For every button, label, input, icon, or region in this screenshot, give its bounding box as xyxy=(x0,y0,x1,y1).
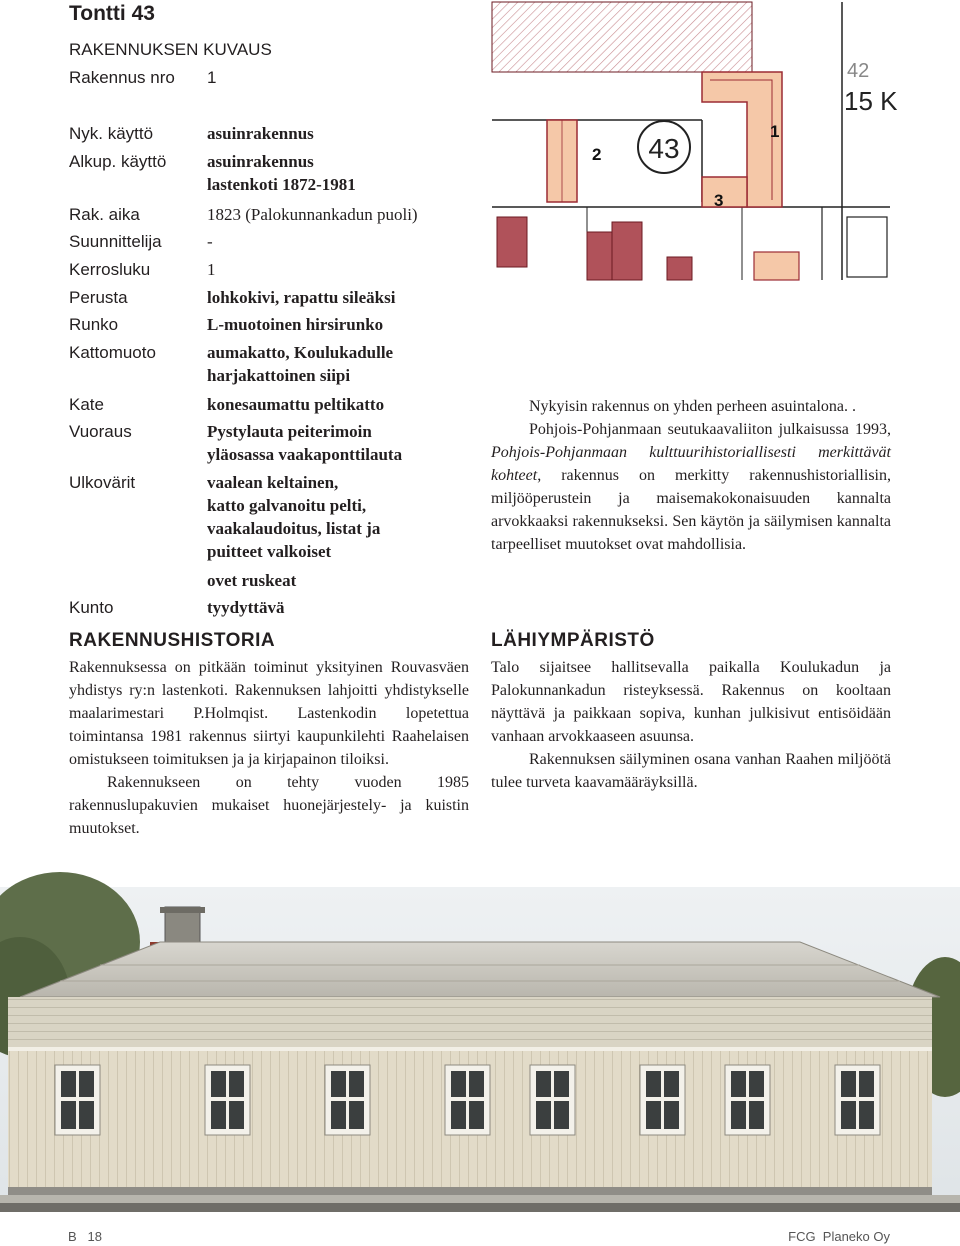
site-map xyxy=(492,2,898,280)
history-paragraph: Rakennukseen on tehty vuoden 1985 rakennuslupakuvien mukaiset huonejärjestely- ja kuistin muutokset. xyxy=(69,774,469,837)
map-label-building-1: 1 xyxy=(770,122,780,141)
building-photo xyxy=(0,887,960,1212)
property-label: Rak. aika xyxy=(69,205,140,224)
property-label: Runko xyxy=(69,315,119,334)
description-paragraph: Pohjois-Pohjanmaan seutukaavaliiton julkaisussa 1993, Pohjois-Pohjanmaan kulttuurihistoriallisesti merkittävät kohteet, rakennus on merkitty rakennushistoriallisin, miljööperustein ja maisemakokonaisuuden kannalta arvokkaaksi rakennukseksi. Sen käytön ja säilymisen kannalta tarpeelliset muutokset ovat mahdollisia. xyxy=(491,421,891,553)
environment-paragraph: Rakennuksen säilyminen osana vanhan Raahen miljöötä tulee turveta kaavamääräyksillä. xyxy=(491,751,891,791)
map-plot-number: 43 xyxy=(648,133,680,164)
property-value: vaalean keltainen, katto galvanoitu pelti, vaakalaudoitus, listat ja puitteet valkoiset xyxy=(207,473,381,561)
property-label: Nyk. käyttö xyxy=(69,124,154,143)
property-value: tyydyttävä xyxy=(207,598,285,617)
property-label: Kerrosluku xyxy=(69,260,151,279)
footer-company: FCG Planeko Oy xyxy=(788,1229,890,1244)
environment-paragraph: Talo sijaitsee hallitsevalla paikalla Koulukadun ja Palokunnankadun risteyksessä. Rakennus on kooltaan näyttävä ja paikkaan sopiva, kunhan julkisivut entisöidään vanhaan arvokkaaseen asuunsa. xyxy=(491,659,891,745)
property-label: Kunto xyxy=(69,598,114,617)
property-label: Vuoraus xyxy=(69,422,132,441)
map-label-building-3: 3 xyxy=(714,191,724,210)
history-paragraph: Rakennuksessa on pitkään toiminut yksityinen Rouvasväen yhdistys ry:n lastenkoti. Rakennuksen lahjoitti yhdistykselle maalarimestari P.Holmqist. Lastenkodin lopetettua toimintansa 1981 rakennus siirtyi kaupunkilehti Raahelaisen omistukseen toimituksen ja ja kirjapainon tiloiksi. xyxy=(69,659,469,768)
map-label-building-2: 2 xyxy=(592,145,602,164)
property-label: Suunnittelija xyxy=(69,232,162,251)
property-value: L-muotoinen hirsirunko xyxy=(207,315,384,334)
map-text-15k: 15 K xyxy=(844,86,898,116)
property-value: 1823 (Palokunnankadun puoli) xyxy=(207,205,418,224)
property-value: 1 xyxy=(207,260,216,279)
description-paragraph: Nykyisin rakennus on yhden perheen asuintalona. . xyxy=(529,398,857,415)
property-label: Kate xyxy=(69,395,104,414)
site-map-drawing xyxy=(492,2,898,280)
description-text xyxy=(491,395,891,556)
property-label: Alkup. käyttö xyxy=(69,152,167,171)
map-text-42: 42 xyxy=(847,60,870,82)
property-label: Kattomuoto xyxy=(69,343,156,362)
history-heading: RAKENNUSHISTORIA xyxy=(69,630,276,651)
building-number-value: 1 xyxy=(207,68,217,87)
property-value: asuinrakennus xyxy=(207,124,314,143)
property-value: aumakatto, Koulukadulle harjakattoinen siipi xyxy=(207,343,394,385)
property-label: Perusta xyxy=(69,288,128,307)
property-value: lohkokivi, rapattu sileäksi xyxy=(207,288,396,307)
publication-title: Pohjois-Pohjanmaan kulttuurihistoriallisesti merkittävät kohteet xyxy=(491,444,891,484)
building-photo-drawing xyxy=(0,887,960,1212)
history-text xyxy=(69,656,469,840)
property-label: Ulkovärit xyxy=(69,473,136,492)
property-value: asuinrakennus lastenkoti 1872-1981 xyxy=(207,152,356,194)
building-number-label: Rakennus nro xyxy=(69,68,175,87)
footer-page-number: B 18 xyxy=(68,1229,102,1244)
environment-heading: LÄHIYMPÄRISTÖ xyxy=(491,630,655,651)
property-value: konesaumattu peltikatto xyxy=(207,395,385,414)
property-value: Pystylauta peiterimoin yläosassa vaakaponttilauta xyxy=(207,422,403,464)
page-title: Tontti 43 xyxy=(69,2,155,25)
property-value: ovet ruskeat xyxy=(207,571,297,590)
environment-text xyxy=(491,656,891,794)
property-value: - xyxy=(207,232,213,251)
section-subtitle: RAKENNUKSEN KUVAUS xyxy=(69,40,272,59)
